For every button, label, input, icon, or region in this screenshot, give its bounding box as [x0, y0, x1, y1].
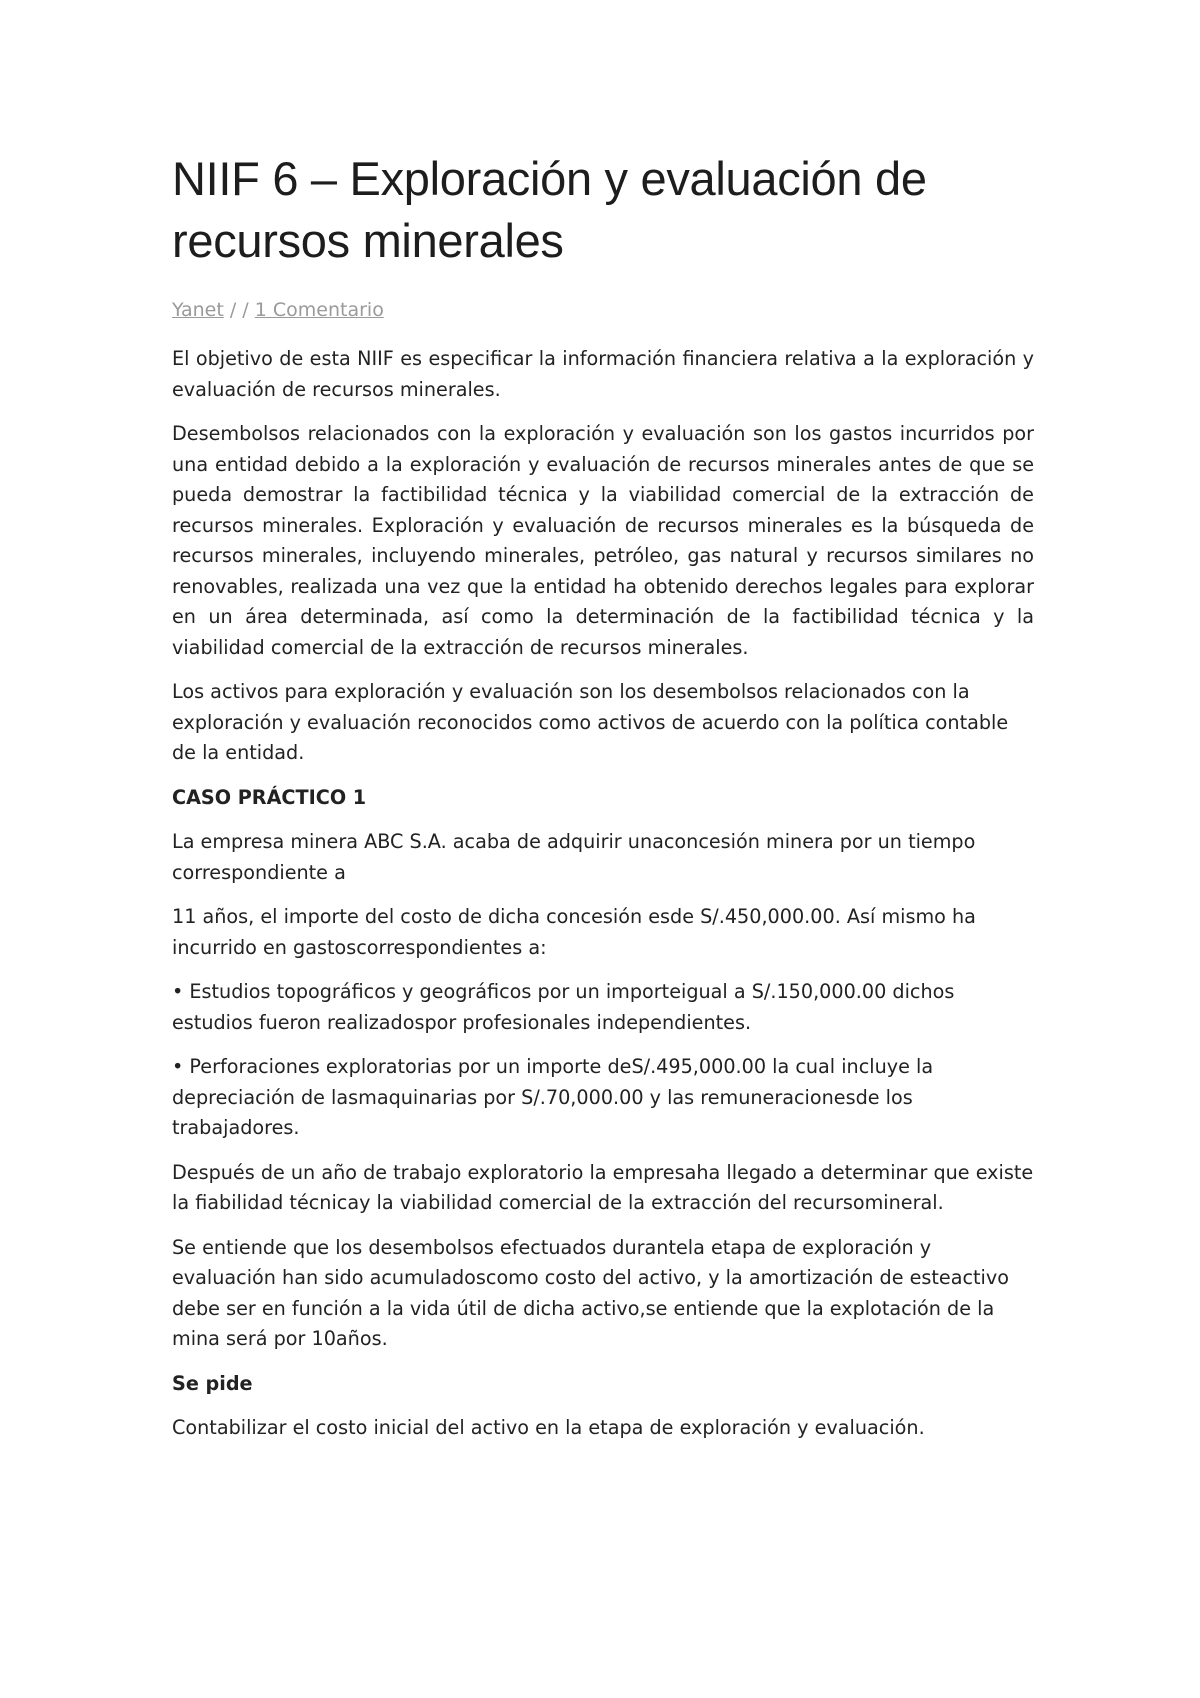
paragraph-activos: Los activos para exploración y evaluación son los desembolsos relacionados con la exploración y evaluación reconocidos como activos de acuerdo con la política contable de la entidad.	[172, 680, 1009, 764]
meta-separator: / /	[223, 299, 255, 321]
list-item-estudios: • Estudios topográficos y geográficos por un importeigual a S/.150,000.00 dichos estudios fueron realizadospor profesionales independientes.	[172, 980, 955, 1034]
paragraph-despues: Después de un año de trabajo exploratorio la empresaha llegado a determinar que existe la fiabilidad técnicay la viabilidad comercial de la extracción del recursomineral.	[172, 1160, 1034, 1214]
paragraph-entiende: Se entiende que los desembolsos efectuados durantela etapa de exploración y evaluación han sido acumuladoscomo costo del activo, y la amortización de esteactivo debe ser en función a la vida útil de dicha activo,se entiende que la explotación de la mina será por 10años.	[172, 1235, 1009, 1350]
heading-caso-practico: CASO PRÁCTICO 1	[172, 785, 367, 809]
list-item-perforaciones: • Perforaciones exploratorias por un importe deS/.495,000.00 la cual incluye la depreciación de lasmaquinarias por S/.70,000.00 y las remuneracionesde los trabajadores.	[172, 1055, 934, 1139]
paragraph-caso-costo: 11 años, el importe del costo de dicha concesión esde S/.450,000.00. Así mismo ha incurrido en gastoscorrespondientes a:	[172, 905, 976, 959]
article-body	[172, 344, 1034, 1444]
heading-se-pide: Se pide	[172, 1371, 253, 1395]
paragraph-desembolsos: Desembolsos relacionados con la exploración y evaluación son los gastos incurridos por una entidad debido a la exploración y evaluación de recursos minerales antes de que se pueda demostrar la factibilidad técnica y la viabilidad comercial de la extracción de recursos minerales. Exploración y evaluación de recursos minerales es la búsqueda de recursos minerales, incluyendo minerales, petróleo, gas natural y recursos similares no renovables, realizada una vez que la entidad ha obtenido derechos legales para explorar en un área determinada, así como la determinación de la factibilidad técnica y la viabilidad comercial de la extracción de recursos minerales.	[172, 422, 1034, 659]
page-title: NIIF 6 – Exploración y evaluación de recursos minerales	[172, 152, 927, 267]
post-meta	[172, 296, 1034, 324]
paragraph-contabilizar: Contabilizar el costo inicial del activo en la etapa de exploración y evaluación.	[172, 1416, 925, 1439]
comments-link[interactable]: 1 Comentario	[254, 299, 384, 321]
paragraph-objective: El objetivo de esta NIIF es especificar la información financiera relativa a la exploración y evaluación de recursos minerales.	[172, 347, 1034, 401]
author-link[interactable]: Yanet	[172, 299, 224, 321]
paragraph-caso-intro: La empresa minera ABC S.A. acaba de adquirir unaconcesión minera por un tiempo correspondiente a	[172, 830, 976, 884]
article	[172, 148, 1034, 1458]
